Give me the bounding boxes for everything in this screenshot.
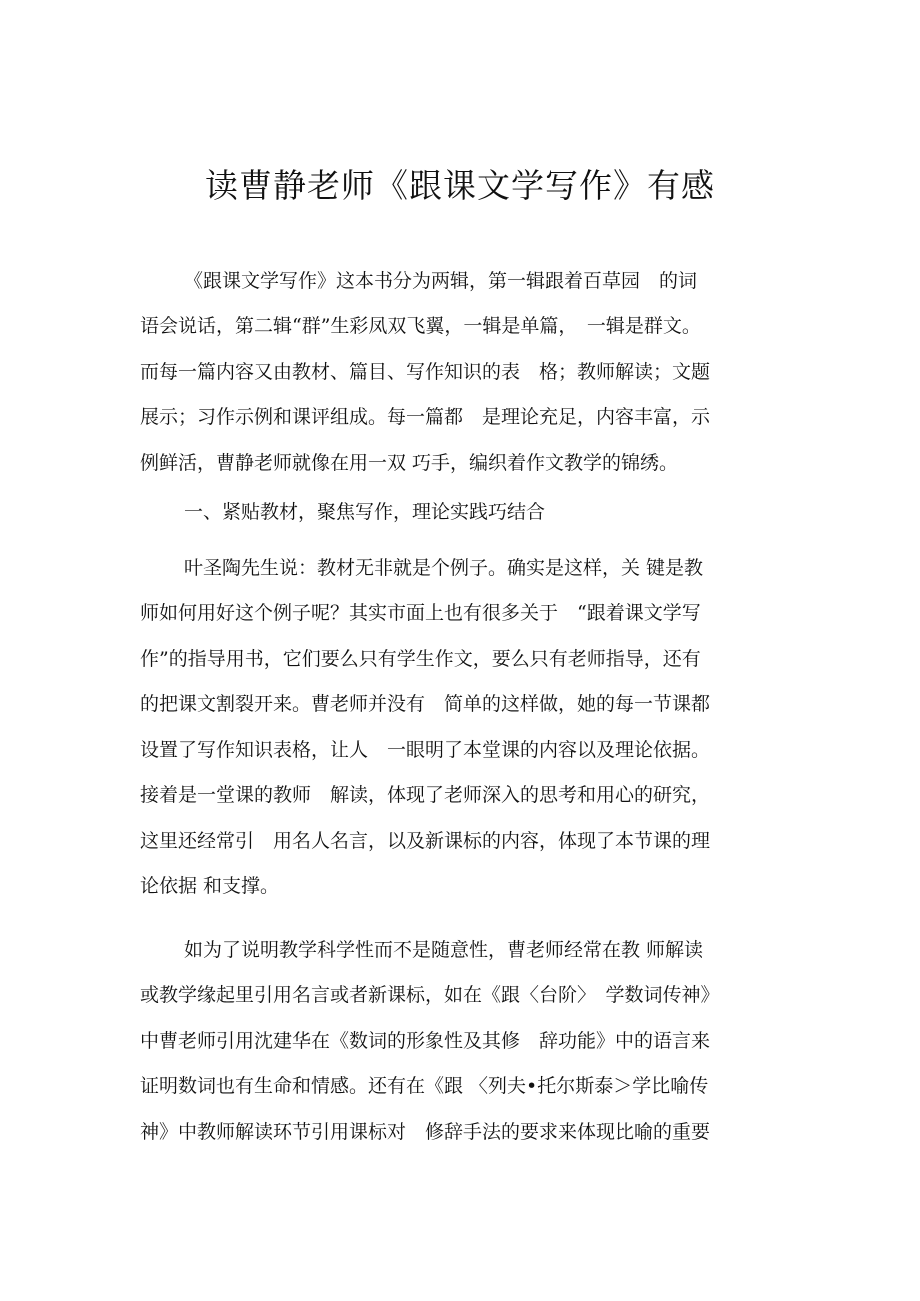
paragraph-line: 论依据 和支撑。 (140, 875, 280, 897)
paragraph-line: 证明数词也有生命和情感。还有在《跟 〈列夫•托尔斯泰＞学比喻传 (140, 1075, 709, 1097)
paragraph-line: 的把课文割裂开来。曹老师并没有 简单的这样做，她的每一节课都 (140, 693, 711, 715)
paragraph-line: 而每一篇内容又由教材、篇目、写作知识的表 格；教师解读；文题 (140, 361, 711, 383)
paragraph-line: 展示；习作示例和课评组成。每一篇都 是理论充足，内容丰富，示 (140, 406, 711, 428)
paragraph-line: 接着是一堂课的教师 解读，体现了老师深入的思考和用心的研究， (140, 784, 711, 806)
paragraph-line: 作”的指导用书，它们要么只有学生作文，要么只有老师指导，还有 (140, 648, 701, 670)
paragraph-line: 设置了写作知识表格，让人 一眼明了本堂课的内容以及理论依据。 (140, 739, 711, 761)
paragraph-line: 中曹老师引用沈建华在《数词的形象性及其修 辞功能》中的语言来 (140, 1030, 711, 1052)
paragraph-line: 或教学缘起里引用名言或者新课标，如在《跟〈台阶〉 学数词传神》 (140, 984, 720, 1006)
paragraph-line: 例鲜活，曹静老师就像在用一双 巧手，编织着作文教学的锦绣。 (140, 452, 679, 474)
paragraph-line: 《跟课文学写作》这本书分为两辑，第一辑跟着百草园 的词 (184, 270, 698, 292)
paragraph-line: 如为了说明教学科学性而不是随意性，曹老师经常在教 师解读 (184, 939, 704, 961)
paragraph-line: 神》中教师解读环节引用课标对 修辞手法的要求来体现比喻的重要 (140, 1121, 711, 1143)
section-heading: 一、紧贴教材，聚焦写作，理论实践巧结合 (184, 501, 546, 523)
paragraph-line: 师如何用好这个例子呢？其实市面上也有很多关于 “跟着课文学写 (140, 602, 701, 624)
paragraph-line: 这里还经常引 用名人名言，以及新课标的内容，体现了本节课的理 (140, 830, 711, 852)
paragraph-line: 语会说话，第二辑“群”生彩凤双飞翼，一辑是单篇， 一辑是群文。 (140, 315, 701, 337)
paragraph-line: 叶圣陶先生说：教材无非就是个例子。确实是这样，关 键是教 (184, 557, 704, 579)
document-title: 读曹静老师《跟课文学写作》有感 (205, 166, 715, 205)
